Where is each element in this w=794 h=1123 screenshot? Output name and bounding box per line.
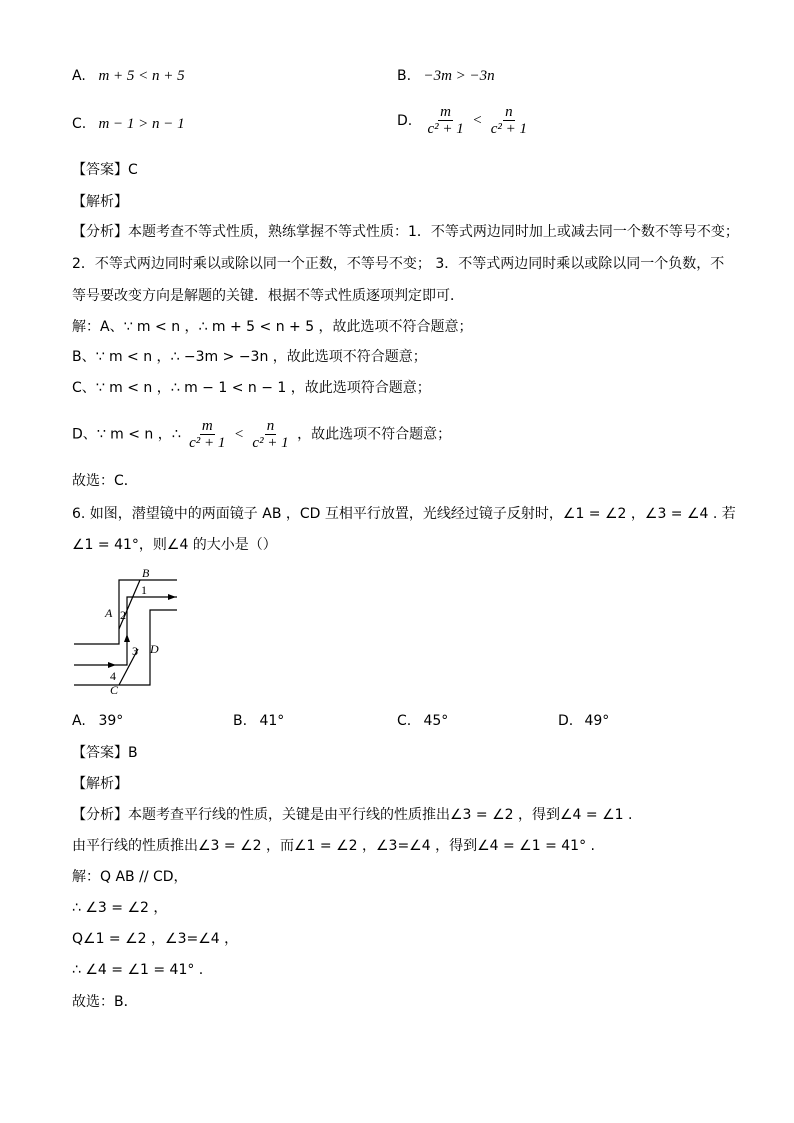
- q6-stem-line-1: 6. 如图，潜望镜中的两面镜子 AB ，CD 互相平行放置，光线经过镜子反射时，∠1 = ∠2 ，∠3 = ∠4 . 若: [72, 506, 736, 522]
- q6-answer: 【答案】B: [72, 745, 138, 761]
- option-c[interactable]: [72, 114, 185, 134]
- label-d: D: [150, 642, 159, 656]
- option-d[interactable]: [397, 104, 531, 137]
- fraction-denominator: c² + 1: [490, 121, 528, 137]
- fraction-denominator: c² + 1: [252, 435, 289, 451]
- label-a: A: [105, 606, 113, 620]
- q6-option-c-label: C.: [397, 713, 412, 729]
- option-d-right-fraction: [489, 104, 529, 137]
- option-a-label: A.: [72, 68, 86, 84]
- fraction-numerator: m: [440, 104, 452, 120]
- angle-2-label: 2: [120, 608, 126, 622]
- q6-option-d[interactable]: [558, 711, 609, 731]
- option-b[interactable]: [397, 66, 495, 86]
- q6-option-b[interactable]: [233, 711, 284, 731]
- q6-option-a-label: A.: [72, 713, 86, 729]
- q6-jiexi-heading: 【解析】: [72, 776, 128, 792]
- q6-option-c-value: 45°: [423, 713, 449, 729]
- q5-analysis-line-1: 【分析】本题考查不等式性质，熟练掌握不等式性质：1．不等式两边同时加上或减去同一个数不等号不变；: [72, 224, 739, 240]
- q5-solution-d-prefix: D、∵ m < n ，∴: [72, 426, 181, 443]
- q6-analysis-line-1: 【分析】本题考查平行线的性质，关键是由平行线的性质推出∠3 = ∠2 ，得到∠4 = ∠1 .: [72, 807, 633, 823]
- option-b-expr: −3m > −3n: [423, 68, 495, 84]
- q6-solution-line-1: 解：Q AB // CD，: [72, 869, 188, 885]
- q6-solution-line-4: ∴ ∠4 = ∠1 = 41° .: [72, 962, 204, 978]
- option-c-label: C.: [72, 116, 87, 132]
- periscope-figure: [72, 567, 182, 697]
- option-b-label: B.: [397, 68, 412, 84]
- angle-4-label: 4: [110, 669, 116, 683]
- fraction-numerator: n: [505, 104, 513, 120]
- option-d-left-fraction: [425, 104, 465, 137]
- option-c-expr: m − 1 > n − 1: [98, 116, 185, 132]
- q6-analysis-line-2: 由平行线的性质推出∠3 = ∠2 ，而∠1 = ∠2 ，∠3=∠4 ，得到∠4 = ∠1 = 41° .: [72, 838, 595, 854]
- q5-analysis-line-3: 等号要改变方向是解题的关键．根据不等式性质逐项判定即可．: [72, 288, 464, 304]
- arrow-right-icon: [168, 594, 176, 600]
- q5-answer: 【答案】C: [72, 162, 138, 178]
- fraction-denominator: c² + 1: [189, 435, 226, 451]
- option-a[interactable]: [72, 66, 185, 86]
- fraction-operator: <: [472, 112, 483, 129]
- angle-3-label: 3: [132, 644, 138, 658]
- q6-option-b-label: B.: [233, 713, 248, 729]
- q6-option-a[interactable]: [72, 711, 123, 731]
- q6-option-b-value: 41°: [259, 713, 285, 729]
- solution-d-right-fraction: [250, 418, 290, 451]
- q5-solution-c: C、∵ m < n ，∴ m − 1 < n − 1 ，故此选项符合题意；: [72, 380, 431, 396]
- arrow-up-icon: [124, 634, 130, 642]
- q5-solution-a: 解：A、∵ m < n ，∴ m + 5 < n + 5 ，故此选项不符合题意；: [72, 319, 473, 335]
- q6-solution-line-2: ∴ ∠3 = ∠2 ，: [72, 900, 168, 916]
- q6-stem-line-2: ∠1 = 41°，则∠4 的大小是（）: [72, 537, 277, 553]
- solution-d-left-fraction: [187, 418, 227, 451]
- q5-jiexi-heading: 【解析】: [72, 194, 128, 210]
- fraction-denominator: c² + 1: [427, 121, 464, 137]
- q5-analysis-line-2: 2．不等式两边同时乘以或除以同一个正数，不等号不变； 3．不等式两边同时乘以或除以同一个负数，不: [72, 256, 725, 272]
- q6-choose: 故选：B．: [72, 994, 138, 1010]
- q6-option-d-value: 49°: [584, 713, 610, 729]
- q5-choose: 故选：C．: [72, 473, 138, 489]
- angle-1-label: 1: [141, 583, 147, 597]
- q5-solution-b: B、∵ m < n ，∴ −3m > −3n ，故此选项不符合题意；: [72, 349, 427, 365]
- q5-solution-d-suffix: ，故此选项不符合题意；: [297, 426, 452, 443]
- fraction-operator: <: [233, 426, 244, 443]
- option-d-label: D.: [397, 112, 413, 129]
- label-c: C: [110, 683, 119, 697]
- q6-option-d-label: D.: [558, 713, 574, 729]
- arrow-right-icon: [108, 662, 116, 668]
- q5-solution-d: [72, 418, 451, 451]
- q6-solution-line-3: Q∠1 = ∠2 ，∠3=∠4 ，: [72, 931, 239, 947]
- q6-option-a-value: 39°: [98, 713, 124, 729]
- q6-option-c[interactable]: [397, 711, 448, 731]
- label-b: B: [142, 567, 150, 580]
- fraction-numerator: m: [201, 418, 213, 434]
- fraction-numerator: n: [266, 418, 275, 434]
- option-a-expr: m + 5 < n + 5: [98, 68, 185, 84]
